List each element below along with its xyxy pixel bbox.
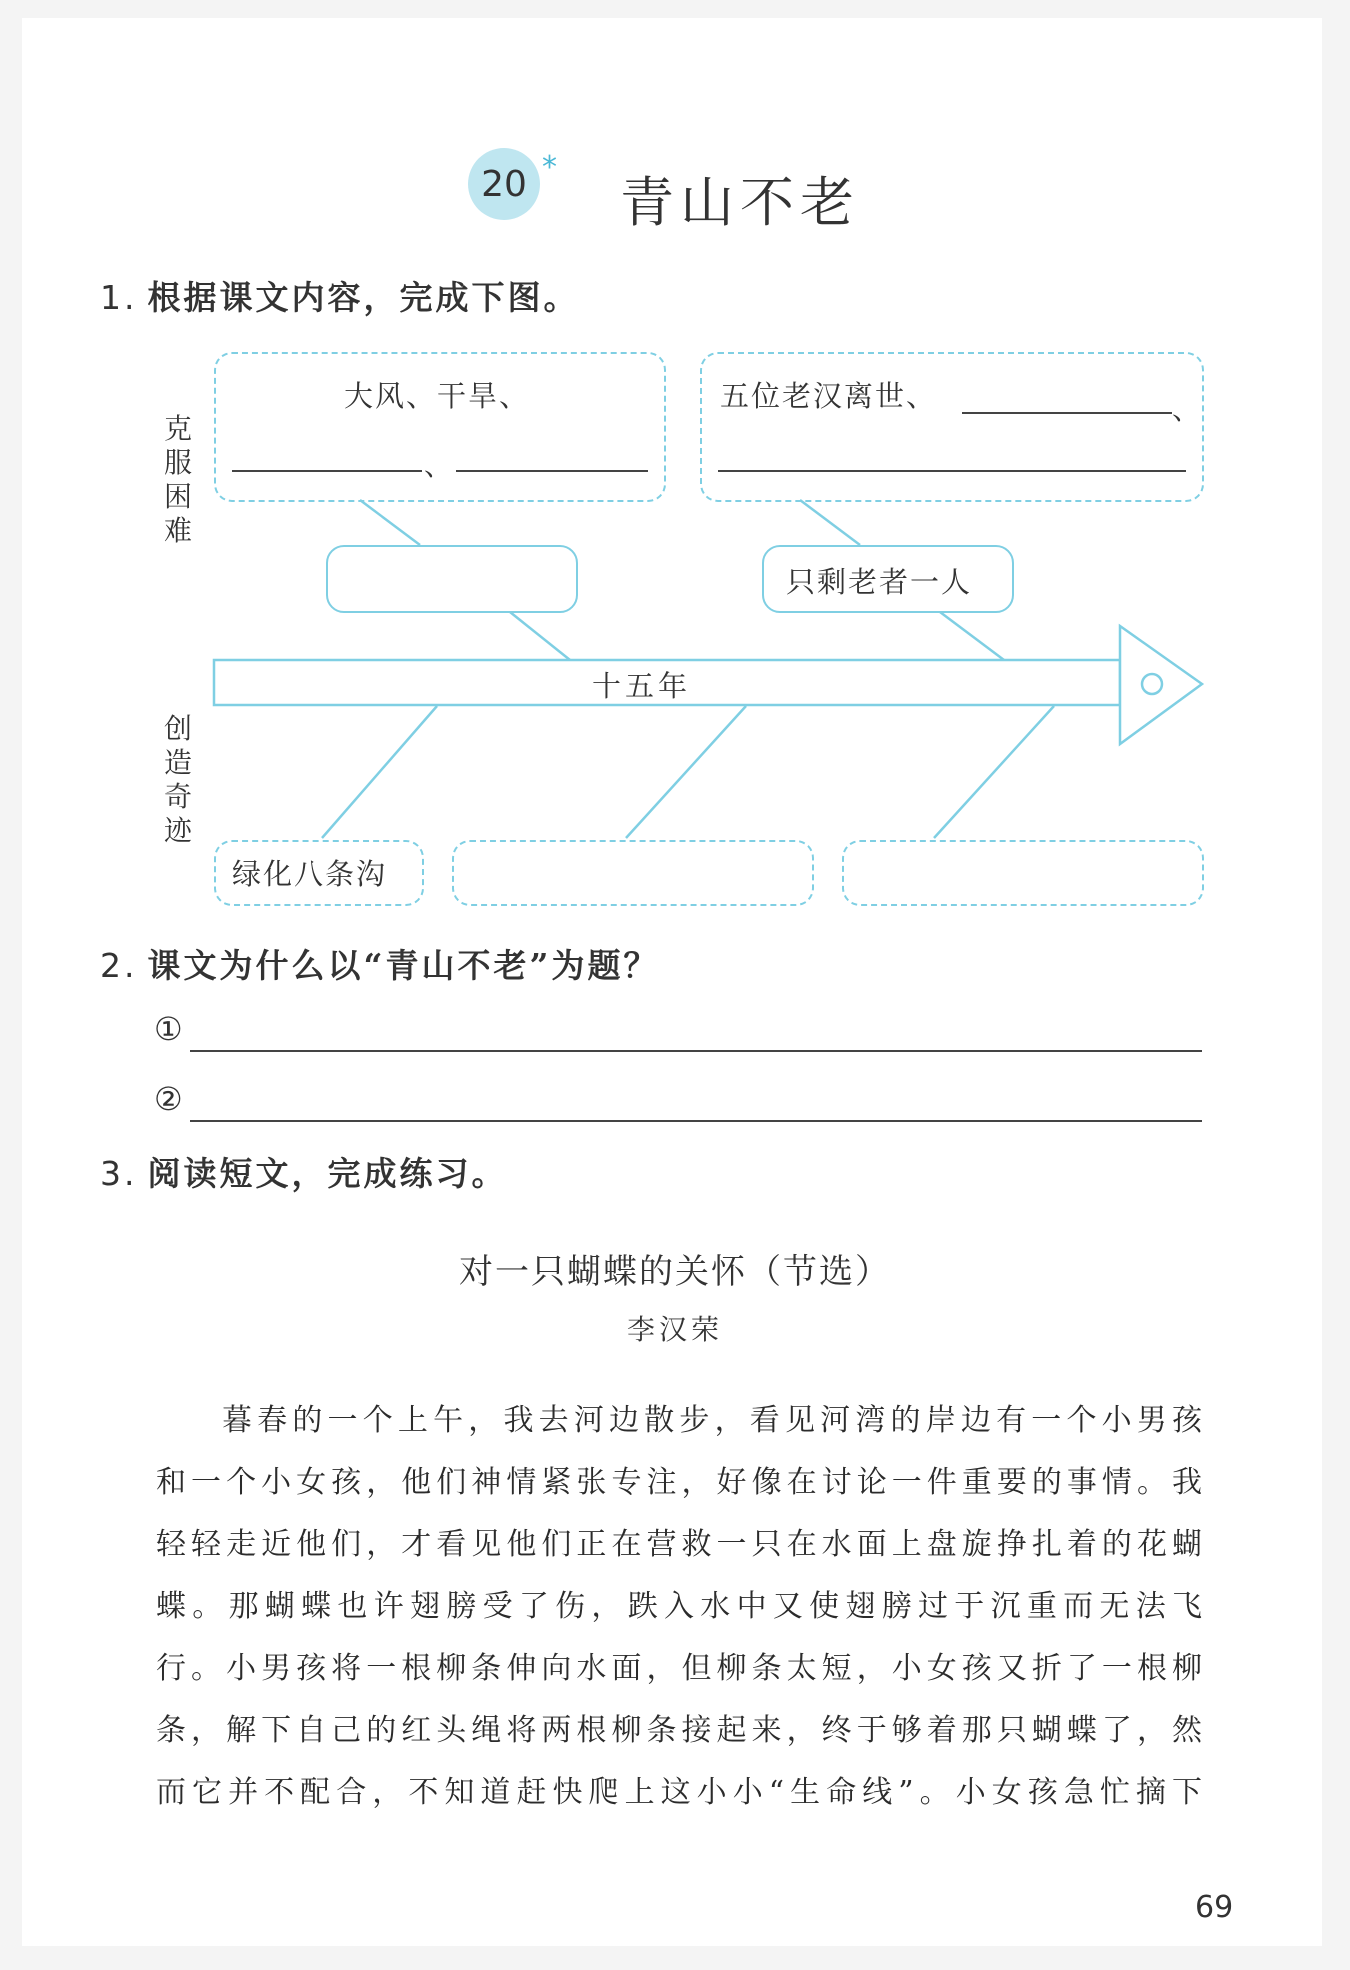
- page-number: 69: [1195, 1890, 1234, 1925]
- optional-lesson-star: *: [542, 150, 557, 185]
- essay-line: 暮春的一个上午，我去河边散步，看见河湾的岸边有一个小男孩: [222, 1403, 1202, 1438]
- question-3: [100, 1148, 508, 1195]
- answer-line-1[interactable]: [190, 1050, 1202, 1052]
- blank-people-1[interactable]: [962, 412, 1172, 414]
- box-only-old-man-text: 只剩老者一人: [786, 565, 973, 599]
- branch-line: [322, 706, 437, 838]
- branch-line: [934, 706, 1054, 838]
- label-char: 困: [163, 480, 192, 513]
- branch-line: [800, 500, 860, 545]
- answer-box-miracle-2[interactable]: [452, 840, 814, 906]
- essay-author: 李汉荣: [626, 1313, 723, 1346]
- lesson-title: 青山不老: [620, 171, 860, 234]
- blank-nature-1[interactable]: [232, 470, 422, 472]
- essay-line: 轻轻走近他们，才看见他们正在营救一只在水面上盘旋挣扎着的花蝴: [156, 1527, 1202, 1562]
- branch-line: [510, 612, 570, 660]
- question-1-number: 1.: [100, 278, 138, 317]
- essay-line: 条，解下自己的红头绳将两根柳条接起来，终于够着那只蝴蝶了，然: [156, 1713, 1202, 1748]
- branch-line: [626, 706, 746, 838]
- essay-line: 和一个小女孩，他们神情紧张专注，好像在讨论一件重要的事情。我: [156, 1465, 1202, 1500]
- arrow-label-fifteen-years: 十五年: [592, 669, 692, 703]
- question-3-number: 3.: [100, 1154, 138, 1193]
- label-char: 迹: [163, 814, 192, 847]
- essay-line: 蝶。那蝴蝶也许翅膀受了伤，跌入水中又使翅膀过于沉重而无法飞: [156, 1589, 1202, 1624]
- label-char: 创: [163, 712, 192, 745]
- essay-paragraph: [156, 1390, 1202, 1824]
- branch-line: [940, 612, 1004, 660]
- answer-box-upper-left[interactable]: [326, 545, 578, 613]
- answer-marker-2: ②: [154, 1080, 183, 1118]
- answer-box-miracle-3[interactable]: [842, 840, 1204, 906]
- question-1-text: 根据课文内容，完成下图。: [147, 278, 580, 317]
- essay-line: 行。小男孩将一根柳条伸向水面，但柳条太短，小女孩又折了一根柳: [156, 1651, 1202, 1686]
- answer-line-2[interactable]: [190, 1120, 1202, 1122]
- box-greening-gullies-text: 绿化八条沟: [232, 857, 388, 891]
- essay-title: 对一只蝴蝶的关怀（节选）: [459, 1252, 891, 1292]
- question-3-text: 阅读短文，完成练习。: [147, 1154, 508, 1193]
- blank-separator: 、: [424, 449, 453, 482]
- blank-nature-2[interactable]: [456, 470, 648, 472]
- box-difficulties-people-text: 五位老汉离世、: [720, 379, 938, 413]
- label-char: 克: [163, 412, 192, 445]
- question-2-text: 课文为什么以“青山不老”为题？: [147, 946, 660, 985]
- branch-line: [360, 500, 420, 545]
- label-char: 服: [163, 446, 192, 479]
- question-2: [100, 940, 659, 987]
- box-difficulties-nature-text: 大风、干旱、: [344, 379, 531, 413]
- arrow-eye: [1142, 674, 1162, 694]
- answer-marker-1: ①: [154, 1010, 183, 1048]
- label-char: 奇: [163, 780, 192, 813]
- blank-people-2[interactable]: [718, 470, 1186, 472]
- label-char: 造: [163, 746, 192, 779]
- question-2-number: 2.: [100, 946, 138, 985]
- essay-line: 而它并不配合，不知道赶快爬上这小小“生命线”。小女孩急忙摘下: [156, 1775, 1202, 1810]
- blank-separator: 、: [1172, 393, 1201, 426]
- label-char: 难: [163, 514, 192, 547]
- lesson-number: 20: [481, 163, 527, 205]
